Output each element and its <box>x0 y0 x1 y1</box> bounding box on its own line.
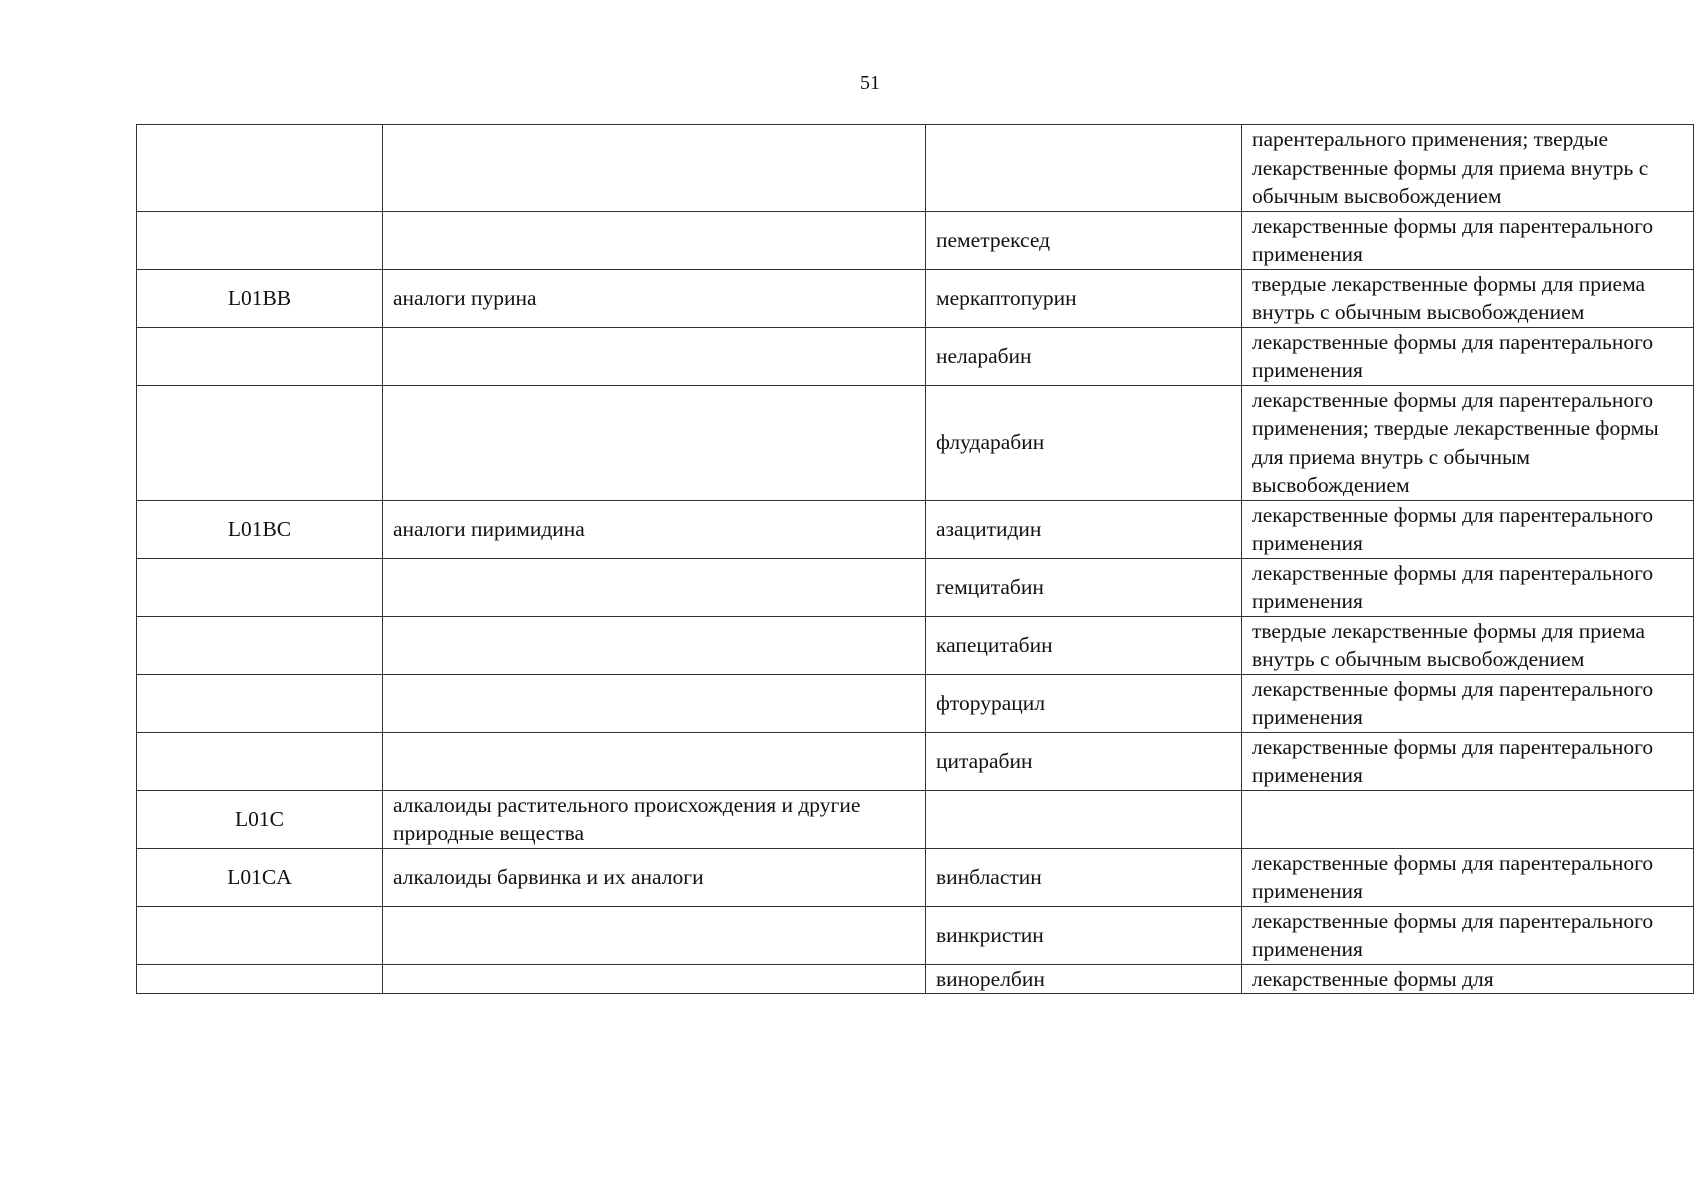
dosage-form-cell: лекарственные формы для <box>1242 964 1694 994</box>
group-cell <box>383 211 926 269</box>
group-cell <box>383 732 926 790</box>
drug-name-cell: винкристин <box>926 906 1242 964</box>
table-row <box>137 269 1694 327</box>
dosage-form-cell: лекарственные формы для парентерального применения <box>1242 848 1694 906</box>
table-row <box>137 732 1694 790</box>
page-number: 51 <box>860 72 880 94</box>
atc-code-cell <box>137 616 383 674</box>
group-cell <box>383 674 926 732</box>
group-cell <box>383 125 926 212</box>
drug-name-cell: меркаптопурин <box>926 269 1242 327</box>
table-row <box>137 616 1694 674</box>
drug-name-cell: капецитабин <box>926 616 1242 674</box>
table-row <box>137 906 1694 964</box>
table-row <box>137 500 1694 558</box>
dosage-form-cell: лекарственные формы для парентерального применения <box>1242 500 1694 558</box>
atc-code-cell <box>137 558 383 616</box>
dosage-form-cell: лекарственные формы для парентерального применения <box>1242 558 1694 616</box>
atc-code-cell <box>137 211 383 269</box>
atc-code-cell <box>137 732 383 790</box>
atc-code-cell <box>137 327 383 385</box>
drug-name-cell <box>926 790 1242 848</box>
group-cell: аналоги пиримидина <box>383 500 926 558</box>
drug-name-cell: пеметрексед <box>926 211 1242 269</box>
dosage-form-cell: лекарственные формы для парентерального применения <box>1242 327 1694 385</box>
drug-name-cell: винорелбин <box>926 964 1242 994</box>
drug-table <box>136 124 1694 994</box>
table-row <box>137 674 1694 732</box>
drug-name-cell: неларабин <box>926 327 1242 385</box>
drug-name-cell <box>926 125 1242 212</box>
dosage-form-cell: лекарственные формы для парентерального применения <box>1242 906 1694 964</box>
group-cell <box>383 964 926 994</box>
dosage-form-cell: твердые лекарственные формы для приема внутрь с обычным высвобождением <box>1242 616 1694 674</box>
atc-code-cell <box>137 964 383 994</box>
atc-code-cell <box>137 674 383 732</box>
table-row <box>137 848 1694 906</box>
group-cell: аналоги пурина <box>383 269 926 327</box>
drug-name-cell: флударабин <box>926 385 1242 500</box>
drug-name-cell: цитарабин <box>926 732 1242 790</box>
dosage-form-cell: лекарственные формы для парентерального применения <box>1242 732 1694 790</box>
table-row <box>137 211 1694 269</box>
dosage-form-cell <box>1242 790 1694 848</box>
table-row <box>137 125 1694 212</box>
dosage-form-cell: лекарственные формы для парентерального применения <box>1242 211 1694 269</box>
group-cell <box>383 327 926 385</box>
group-cell <box>383 906 926 964</box>
group-cell <box>383 616 926 674</box>
drug-name-cell: винбластин <box>926 848 1242 906</box>
drug-name-cell: гемцитабин <box>926 558 1242 616</box>
dosage-form-cell: парентерального применения; твердые лекарственные формы для приема внутрь с обычным высвобождением <box>1242 125 1694 212</box>
group-cell: алкалоиды растительного происхождения и другие природные вещества <box>383 790 926 848</box>
group-cell <box>383 558 926 616</box>
atc-code-cell: L01CA <box>137 848 383 906</box>
atc-code-cell <box>137 385 383 500</box>
group-cell: алкалоиды барвинка и их аналоги <box>383 848 926 906</box>
atc-code-cell: L01BB <box>137 269 383 327</box>
table-row <box>137 964 1694 994</box>
dosage-form-cell: лекарственные формы для парентерального применения; твердые лекарственные формы для приема внутрь с обычным высвобождением <box>1242 385 1694 500</box>
drug-name-cell: азацитидин <box>926 500 1242 558</box>
table-row <box>137 327 1694 385</box>
dosage-form-cell: твердые лекарственные формы для приема внутрь с обычным высвобождением <box>1242 269 1694 327</box>
atc-code-cell: L01C <box>137 790 383 848</box>
table-row <box>137 790 1694 848</box>
table-row <box>137 385 1694 500</box>
group-cell <box>383 385 926 500</box>
atc-code-cell <box>137 125 383 212</box>
atc-code-cell: L01BC <box>137 500 383 558</box>
dosage-form-cell: лекарственные формы для парентерального применения <box>1242 674 1694 732</box>
drug-name-cell: фторурацил <box>926 674 1242 732</box>
atc-code-cell <box>137 906 383 964</box>
table-row <box>137 558 1694 616</box>
